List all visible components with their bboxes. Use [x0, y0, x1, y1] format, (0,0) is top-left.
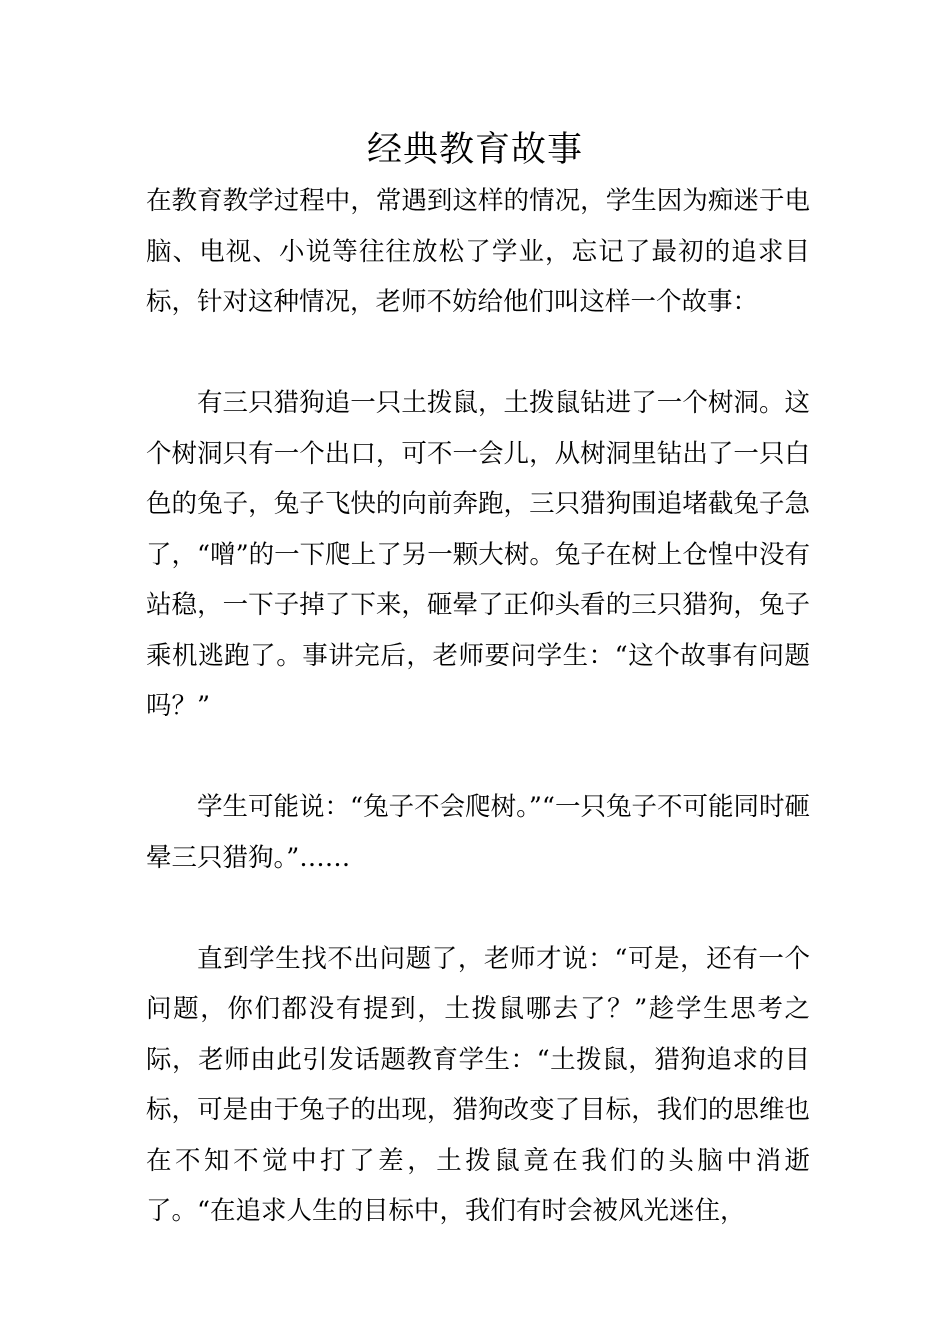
paragraph-intro: 在教育教学过程中，常遇到这样的情况，学生因为痴迷于电脑、电视、小说等往往放松了学业，忘记了最初的追求目标，针对这种情况，老师不妨给他们叫这样一个故事： — [146, 186, 810, 317]
paragraph-spacer — [146, 732, 810, 783]
document-body — [146, 176, 810, 1237]
document-title: 经典教育故事 — [366, 130, 583, 170]
paragraph-spacer — [146, 328, 810, 379]
paragraph-spacer — [146, 883, 810, 934]
paragraph-teacher-lesson: 直到学生找不出问题了，老师才说：“可是，还有一个问题，你们都没有提到，土拨鼠哪去了？”趁学生思考之际，老师由此引发话题教育学生：“土拨鼠，猎狗追求的目标，可是由于兔子的出现，猎狗改变了目标，我们的思维也在不知不觉中打了差，土拨鼠竟在我们的头脑中消逝了。“在追求人生的目标中，我们有时会被风光迷住， — [146, 943, 810, 1226]
paragraph-student-answers: 学生可能说：“兔子不会爬树。”“一只兔子不可能同时砸晕三只猎狗。”…… — [146, 792, 810, 873]
paragraph-story: 有三只猎狗追一只土拨鼠，土拨鼠钻进了一个树洞。这个树洞只有一个出口，可不一会儿，从树洞里钻出了一只白色的兔子，兔子飞快的向前奔跑，三只猎狗围追堵截兔子急了，“噌”的一下爬上了另一颗大树。兔子在树上仓惶中没有站稳，一下子掉了下来，砸晕了正仰头看的三只猎狗，兔子乘机逃跑了。事讲完后，老师要问学生：“这个故事有问题吗？” — [146, 388, 810, 721]
